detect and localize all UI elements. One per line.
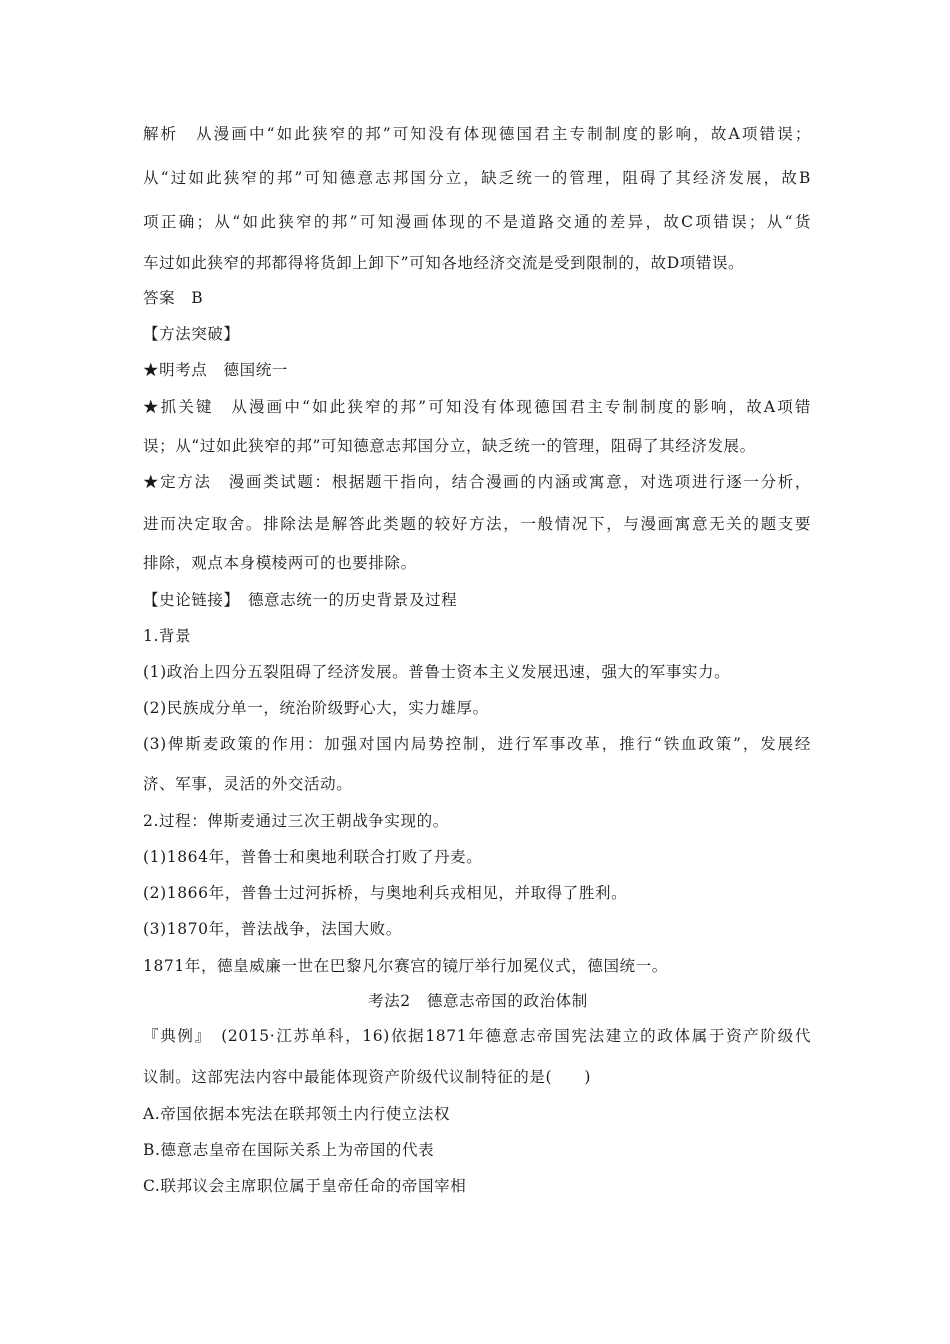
background-item-3-line-1: (3)俾斯麦政策的作用：加强对国内局势控制，进行军事改革，推行“铁血政策”，发展经 — [143, 735, 811, 753]
key-point-line: ★明考点 德国统一 — [143, 361, 288, 379]
key-clue-line-1: ★抓关键 从漫画中“如此狭窄的邦”可知没有体现德国君主专制制度的影响，故A项错 — [143, 398, 811, 416]
method-line-3: 排除，观点本身模棱两可的也要排除。 — [143, 554, 417, 572]
analysis-line-2: 从“过如此狭窄的邦”可知德意志邦国分立，缺乏统一的管理，阻碍了其经济发展，故B — [143, 169, 811, 187]
background-heading: 1.背景 — [143, 627, 192, 645]
example-line-1: 『典例』 (2015·江苏单科，16)依据1871年德意志帝国宪法建立的政体属于资产阶级代 — [143, 1027, 811, 1045]
key-clue-line-2: 误；从“过如此狭窄的邦”可知德意志邦国分立，缺乏统一的管理，阻碍了其经济发展。 — [143, 437, 756, 455]
analysis-line-4: 车过如此狭窄的邦都得将货卸上卸下”可知各地经济交流是受到限制的，故D项错误。 — [143, 254, 745, 272]
section-title: 考法2 德意志帝国的政治体制 — [368, 992, 588, 1010]
process-item-3: (3)1870年，普法战争，法国大败。 — [143, 920, 402, 938]
example-line-2: 议制。这部宪法内容中最能体现资产阶级代议制特征的是( ) — [143, 1068, 591, 1086]
background-item-1: (1)政治上四分五裂阻碍了经济发展。普鲁士资本主义发展迅速，强大的军事实力。 — [143, 663, 731, 681]
process-item-2: (2)1866年，普鲁士过河拆桥，与奥地利兵戎相见，并取得了胜利。 — [143, 884, 628, 902]
analysis-line-1: 解析 从漫画中“如此狭窄的邦”可知没有体现德国君主专制制度的影响，故A项错误； — [143, 125, 811, 143]
process-item-1: (1)1864年，普鲁士和奥地利联合打败了丹麦。 — [143, 848, 483, 866]
option-a: A.帝国依据本宪法在联邦领土内行使立法权 — [143, 1105, 451, 1123]
process-conclusion: 1871年，德皇威廉一世在巴黎凡尔赛宫的镜厅举行加冕仪式，德国统一。 — [143, 957, 668, 975]
method-line-1: ★定方法 漫画类试题：根据题干指向，结合漫画的内涵或寓意，对选项进行逐一分析， — [143, 473, 811, 491]
analysis-line-3: 项正确；从“如此狭窄的邦”可知漫画体现的不是道路交通的差异，故C项错误；从“货 — [143, 213, 811, 231]
method-line-2: 进而决定取舍。排除法是解答此类题的较好方法，一般情况下，与漫画寓意无关的题支要 — [143, 515, 811, 533]
answer-line: 答案 B — [143, 289, 204, 307]
option-b: B.德意志皇帝在国际关系上为帝国的代表 — [143, 1141, 435, 1159]
history-link-heading: 【史论链接】 德意志统一的历史背景及过程 — [143, 591, 458, 609]
background-item-3-line-2: 济、军事，灵活的外交活动。 — [143, 775, 353, 793]
background-item-2: (2)民族成分单一，统治阶级野心大，实力雄厚。 — [143, 699, 489, 717]
option-c: C.联邦议会主席职位属于皇帝任命的帝国宰相 — [143, 1177, 467, 1195]
method-heading: 【方法突破】 — [143, 325, 240, 343]
process-heading: 2.过程：俾斯麦通过三次王朝战争实现的。 — [143, 812, 449, 830]
